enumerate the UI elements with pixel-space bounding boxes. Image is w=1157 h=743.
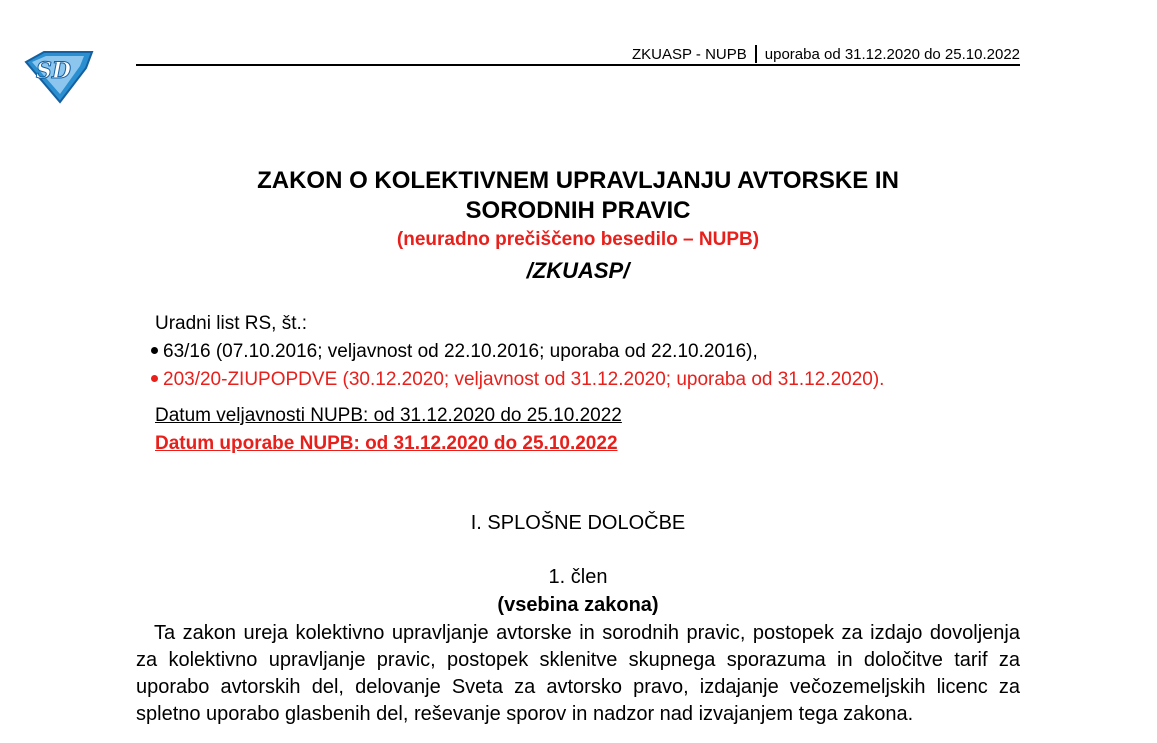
gazette-label: Uradni list RS, št.: xyxy=(155,313,308,334)
law-title xyxy=(136,166,1020,226)
header-right: uporaba od 31.12.2020 do 25.10.2022 xyxy=(764,45,1020,63)
gazette-item-text: 203/20-ZIUPOPDVE (30.12.2020; veljavnost od 31.12.2020; uporaba od 31.12.2020). xyxy=(163,369,885,390)
header-left: ZKUASP - NUPB xyxy=(632,45,747,63)
svg-text:SD: SD xyxy=(36,58,71,84)
application-date: Datum uporabe NUPB: od 31.12.2020 do 25.10.2022 xyxy=(155,433,618,454)
validity-date: Datum veljavnosti NUPB: od 31.12.2020 do 25.10.2022 xyxy=(155,405,622,426)
running-header xyxy=(0,44,1020,64)
law-title-line2: SORODNIH PRAVIC xyxy=(465,197,691,224)
bullet-icon xyxy=(151,375,158,382)
article-text: Ta zakon ureja kolektivno upravljanje avtorske in sorodnih pravic, postopek za izdajo dovoljenja za kolektivno upravljanje pravic, postopek sklenitve skupnega sporazuma in določitve tarif za uporabo avtorskih del, delovanje Sveta za avtorsko pravo, izdajanje večozemeljskih licenc za spletno uporabo glasbenih del, reševanje sporov in nadzor nad izvajanjem tega zakona. xyxy=(136,622,1020,725)
law-title-line1: ZAKON O KOLEKTIVNEM UPRAVLJANJU AVTORSKE IN xyxy=(257,167,899,194)
gazette-item xyxy=(151,369,884,391)
law-subtitle: (neuradno prečiščeno besedilo – NUPB) xyxy=(396,229,760,250)
header-rule xyxy=(136,64,1020,66)
law-abbreviation: /ZKUASP/ xyxy=(526,258,630,283)
gazette-item-text: 63/16 (07.10.2016; veljavnost od 22.10.2016; uporaba od 22.10.2016), xyxy=(163,341,758,362)
gazette-item xyxy=(151,341,758,363)
section-title: I. SPLOŠNE DOLOČBE xyxy=(470,512,686,534)
header-separator xyxy=(755,45,757,63)
bullet-icon xyxy=(151,347,158,354)
article-number: 1. člen xyxy=(548,566,608,588)
article-title: (vsebina zakona) xyxy=(497,594,659,616)
